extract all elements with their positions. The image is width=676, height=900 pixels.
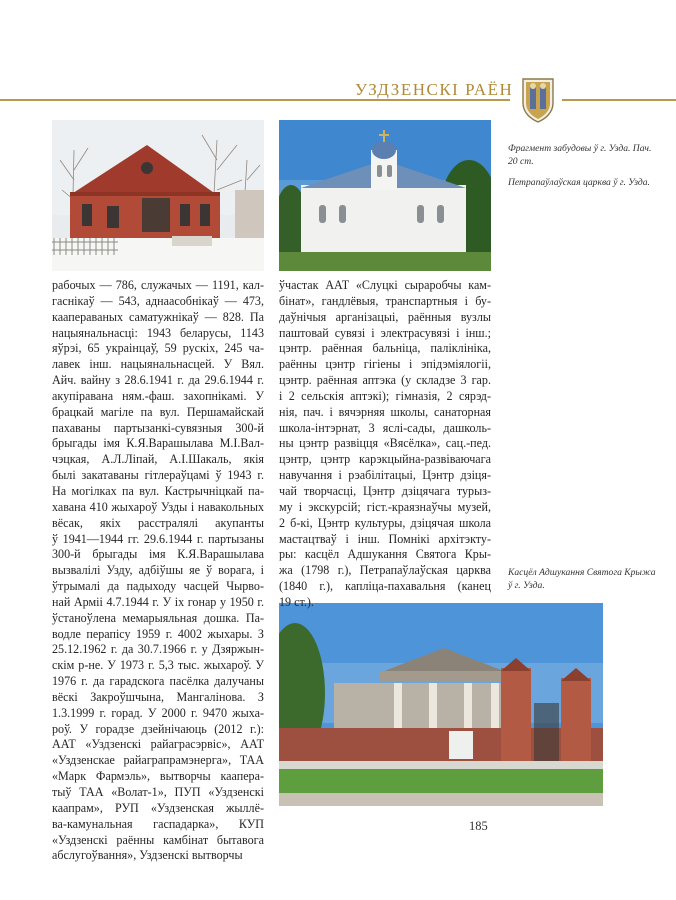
text-line: му і экскурсій; гіст.-краязнаўчы музей,	[279, 499, 491, 514]
text-line: 1.3.1999 г. горад. У 2000 г. 9470 жыха-	[52, 705, 264, 720]
text-line: пахаваны партызанкі-сувязныя 300-й	[52, 420, 264, 435]
text-line: каапрам», РУП «Уздзенская жыллё-	[52, 800, 264, 815]
text-line: брацкай магіле па вул. Першамайскай	[52, 404, 264, 419]
text-line: чэцкая, А.Л.Ліпай, А.І.Шакаль, якія	[52, 452, 264, 467]
text-line: вызвалілі Узду, адбіўшы яе ў ворага, і	[52, 563, 264, 578]
text-line: 2 б-кі, Цэнтр культуры, дзіцячая школа	[279, 515, 491, 530]
photo-holy-cross-church	[279, 603, 603, 806]
text-line: былі закатаваны гітлераўцамі ў 1943 г.	[52, 468, 264, 483]
text-line: скім р-не. У 1973 г. 5,3 тыс. жыхароў. У	[52, 658, 264, 673]
text-line: даўнічыя арганізацыі, раённыя вузлы	[279, 309, 491, 324]
text-line: жа (1798 г.), Петрапаўлаўская царква	[279, 563, 491, 578]
text-line: ўтрымалі да падыходу часцей Чырво-	[52, 579, 264, 594]
text-line: нія, пач. і вячэрняя школы, санаторная	[279, 404, 491, 419]
text-line: вёскі Закроўшчына, Мангалінова. З	[52, 689, 264, 704]
text-line: цэнтр, цэнтр карэкцыйна-развіваючага	[279, 452, 491, 467]
text-line: ва-камунальная гаспадарка», КУП	[52, 816, 264, 831]
photo-brick-building	[52, 120, 264, 271]
text-line: абслугоўвання», Уздзенскі вытворчы	[52, 848, 243, 863]
text-line: навучання і рэабілітацыі, Цэнтр дзіця-	[279, 468, 491, 483]
coat-of-arms-icon	[521, 77, 555, 123]
text-line: акупіравана ням.-фаш. захопнікамі. У	[52, 388, 264, 403]
text-line: цэнтр. раённая аптэка (у складзе 3 гар.	[279, 373, 491, 388]
text-line: водле перапісу 1959 г. 4002 жыхары. З	[52, 626, 264, 641]
left-text-column	[52, 278, 264, 864]
text-line: най Арміі 4.7.1944 г. У іх гонар у 1950 г.	[52, 594, 264, 609]
text-line: вёсак, якіх расстралялі акупанты	[52, 515, 264, 530]
text-line: ў 1941—1944 гг. 29.6.1944 г. партызаны	[52, 531, 264, 546]
text-line: каапераваных саматужнікаў — 828. Па	[52, 309, 264, 324]
right-text-column	[279, 278, 491, 611]
photo-peter-paul-church	[279, 120, 491, 271]
section-title: УЗДЗЕНСКІ РАЁН	[355, 80, 514, 99]
text-line: (1840 г.), капліца-пахавальня (канец	[279, 579, 491, 594]
text-line: 1976 г. да гарадскога пасёлка далучаны	[52, 674, 264, 689]
text-line: школа-інтэрнат, 3 яслі-сады, дашколь-	[279, 420, 491, 435]
text-line: гаснікаў — 543, аднаасобнікаў — 473,	[52, 293, 264, 308]
text-line: ААТ «Уздзенскі райаграсэрвіс», ААТ	[52, 737, 264, 752]
text-line: Айч. вайну з 28.6.1941 г. да 29.6.1944 г.	[52, 373, 264, 388]
text-line: тыў ТАА «Волат-1», ПУП «Уздзенскі	[52, 785, 264, 799]
text-line: ўстаноўлена мемарыяльная дошка. Па-	[52, 610, 264, 625]
header-rule-right	[562, 99, 676, 101]
caption-fragment: Фрагмент забудовы ў г. Узда. Пач. 20 ст.	[508, 143, 652, 167]
text-line: «Марк Фармэль», вытворчы каапера-	[52, 769, 264, 784]
text-line: і 2 сельскія аптэкі); гімназія, 2 сярэд-	[279, 388, 491, 403]
text-line: мастацтваў і інш. Помнікі архітэкту-	[279, 531, 491, 546]
text-line: брыгады імя К.Я.Варашылава М.І.Вал-	[52, 436, 264, 451]
text-line: ны цэнтр развіцця «Вясёлка», сац.-пед.	[279, 436, 491, 451]
text-line: ры: касцёл Адшукання Святога Кры-	[279, 547, 491, 562]
text-line: бінат», гандлёвыя, транспартныя і бу-	[279, 293, 491, 308]
text-line: лавек інш. нацыянальнасцей. У Вял.	[52, 357, 264, 372]
text-line: 25.12.1962 г. да 30.7.1966 г. у Дзяржын-	[52, 642, 264, 657]
caption-church: Петрапаўлаўская царква ў г. Узда.	[508, 177, 650, 188]
text-line: яўрэі, 65 украінцаў, 59 рускіх, 245 ча-	[52, 341, 264, 356]
text-line: ўчастак ААТ «Слуцкі сыраробчы кам-	[279, 278, 491, 292]
caption-holy-cross: Касцёл Адшукання Святога Крыжа ў г. Узда.	[508, 567, 656, 591]
text-line: паштовай сувязі і электрасувязі і інш.;	[279, 325, 491, 340]
text-line: чай творчасці, Цэнтр дзіцячага турыз-	[279, 483, 491, 498]
text-line: 300-й брыгады імя К.Я.Варашылава	[52, 547, 264, 562]
page-number: 185	[469, 819, 488, 833]
text-line: нацыянальнасці: 1943 беларусы, 1143	[52, 325, 264, 340]
text-line: «Уздзенскае райаграпрамэнерга», ТАА	[52, 753, 264, 768]
text-line: 19 ст.).	[279, 594, 314, 609]
text-line: роў. У горадзе дзейнічаюць (2012 г.):	[52, 721, 264, 736]
text-line: «Уздзенскі раённы камбінат бытавога	[52, 832, 264, 847]
text-line: На могілках па вул. Кастрычніцкай па-	[52, 483, 264, 498]
text-line: цэнтр. раённая бальніца, паліклініка,	[279, 341, 491, 356]
text-line: рабочых — 786, служачых — 1191, кал-	[52, 278, 264, 292]
text-line: раённы цэнтр гігіены і эпідэміялогіі,	[279, 357, 491, 372]
text-line: хавана 410 жыхароў Узды і навакольных	[52, 499, 264, 514]
